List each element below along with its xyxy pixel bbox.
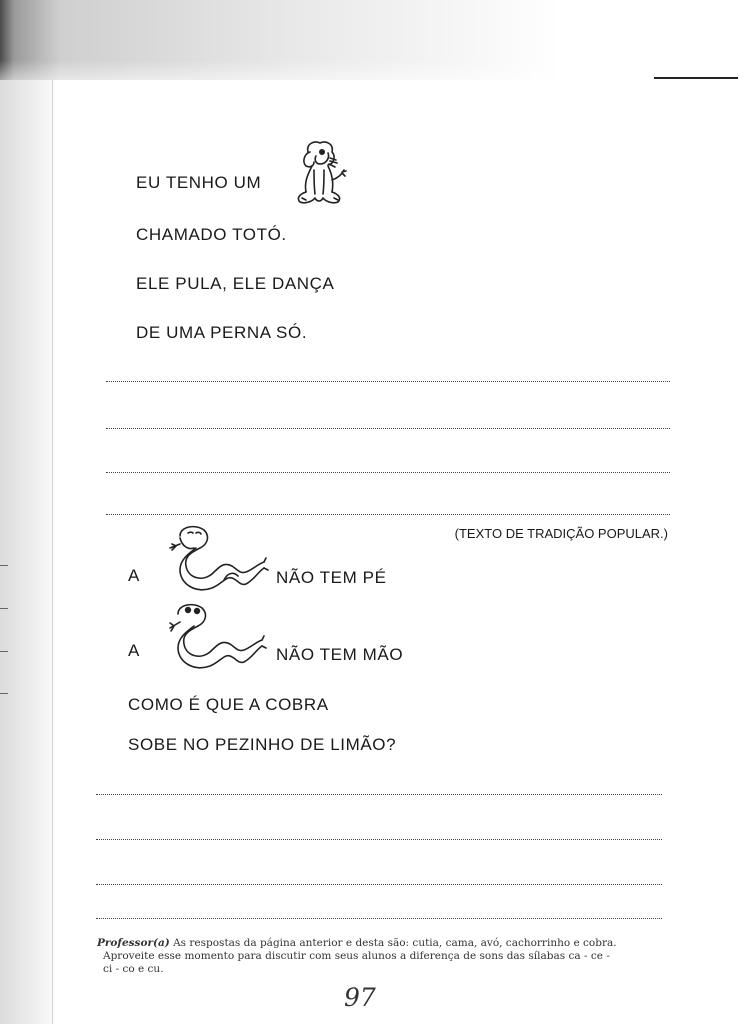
poem1-line1: EU TENHO UM <box>136 173 262 192</box>
poem1-line3: ELE PULA, ELE DANÇA <box>136 274 335 293</box>
snake-icon <box>166 598 270 678</box>
gutter-line <box>52 80 53 1024</box>
answer-line <box>96 884 662 885</box>
poem2-a2: A <box>128 641 140 660</box>
poem2-line3: COMO É QUE A COBRA <box>128 695 329 714</box>
answer-line <box>96 794 662 795</box>
poem1-line2: CHAMADO TOTÓ. <box>136 225 287 244</box>
scan-shadow-fade <box>0 60 744 100</box>
poem2-a1: A <box>128 566 140 585</box>
answer-line <box>106 428 670 429</box>
answer-line <box>106 472 670 473</box>
teacher-signature: Professor(a) <box>97 937 170 949</box>
page-number: 97 <box>344 983 376 1012</box>
answer-line <box>96 918 662 919</box>
answer-line <box>106 381 670 382</box>
teacher-note-text1: As respostas da página anterior e desta são: cutia, cama, avó, cachorrinho e cobra. <box>173 937 617 949</box>
margin-tick <box>0 608 8 609</box>
dog-icon <box>284 138 350 212</box>
teacher-note-line2: Aproveite esse momento para discutir com seus alunos a diferença de sons das sílabas ca - ce - <box>103 950 610 962</box>
teacher-note-line1 <box>97 937 672 950</box>
teacher-note <box>97 937 672 976</box>
poem2-line4: SOBE NO PEZINHO DE LIMÃO? <box>128 735 397 754</box>
poem1-line4: DE UMA PERNA SÓ. <box>136 323 308 342</box>
margin-tick <box>0 565 8 566</box>
poem2-line2: NÃO TEM MÃO <box>276 645 404 664</box>
answer-line <box>96 839 662 840</box>
answer-line <box>106 514 670 515</box>
teacher-note-line3: ci - co e cu. <box>103 963 164 975</box>
source-citation: (TEXTO DE TRADIÇÃO POPULAR.) <box>454 526 668 541</box>
book-spine-shadow <box>0 80 56 1024</box>
margin-tick <box>0 693 8 694</box>
margin-tick <box>0 651 8 652</box>
header-rule <box>654 77 738 79</box>
poem2-line1: NÃO TEM PÉ <box>276 568 387 587</box>
snake-icon <box>166 522 270 600</box>
